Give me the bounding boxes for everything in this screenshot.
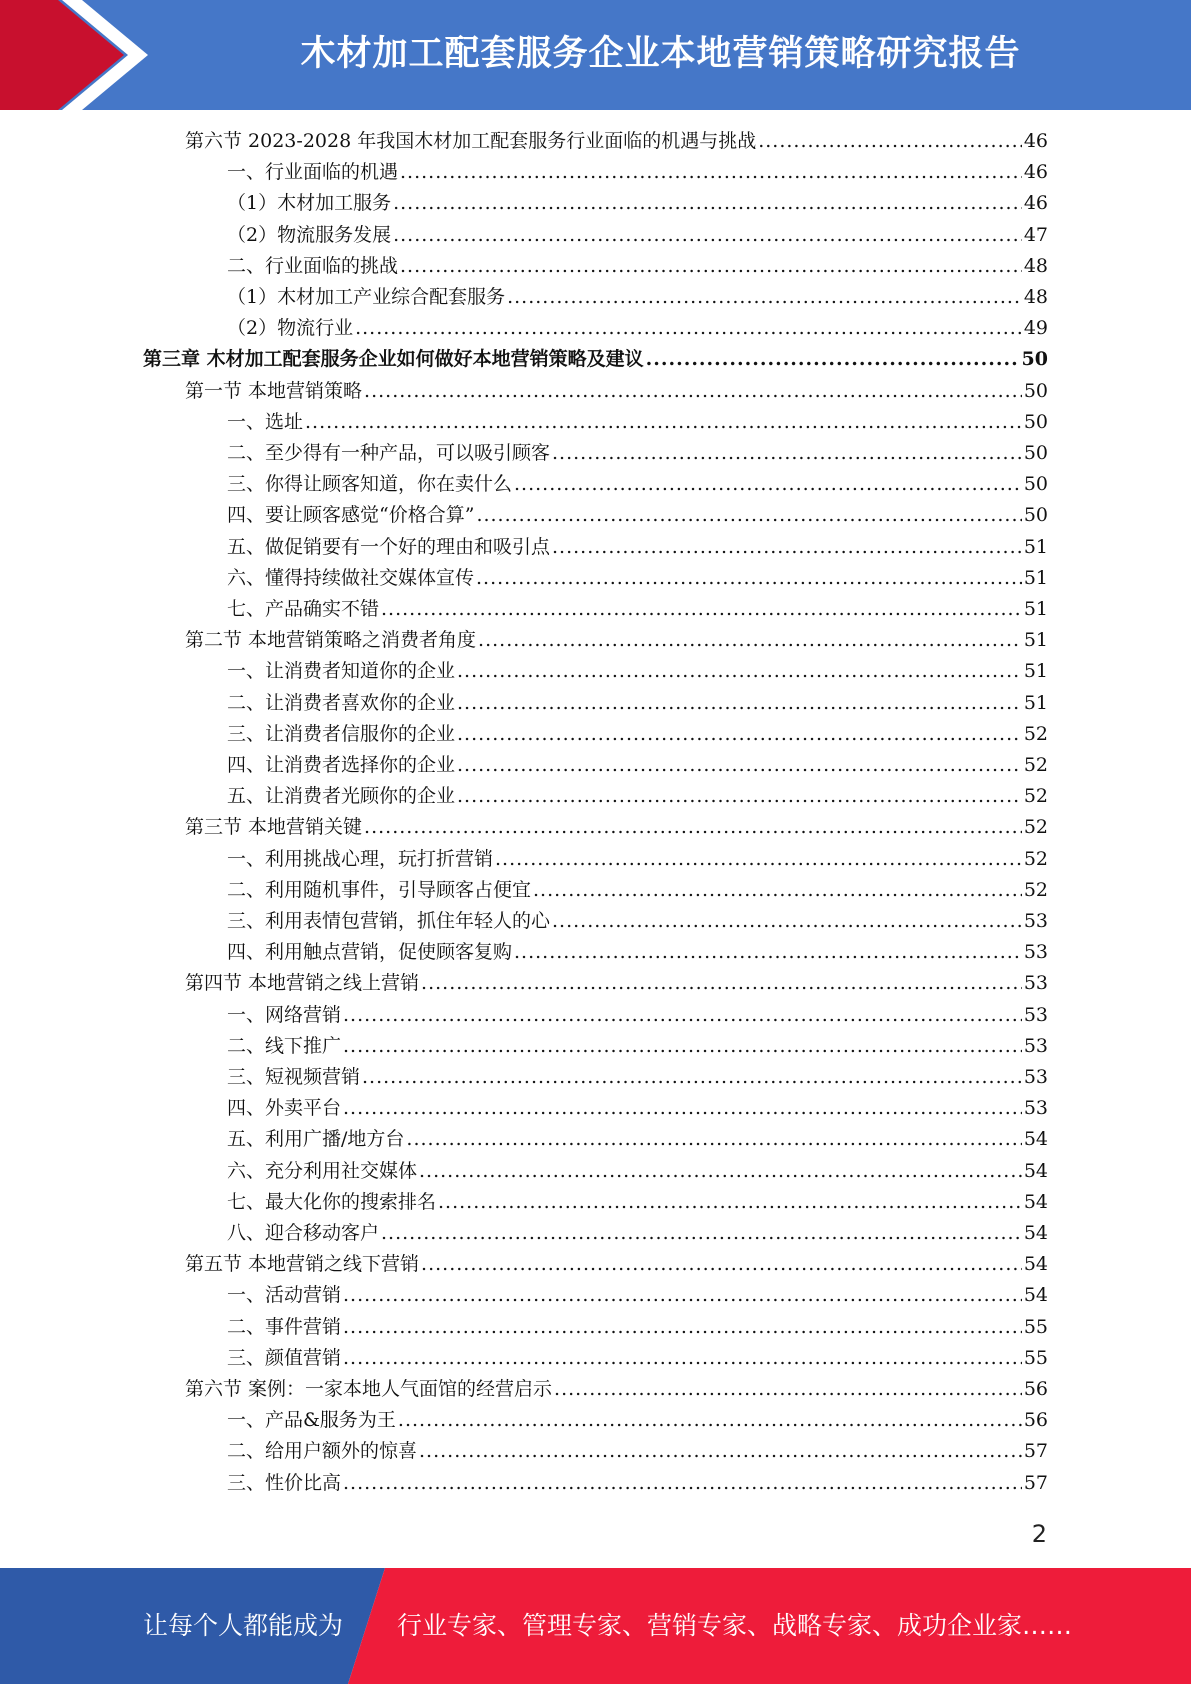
toc-entry[interactable] bbox=[227, 719, 1048, 750]
toc-entry-page: 51 bbox=[1023, 598, 1048, 620]
toc-entry-title: 一、选址 bbox=[227, 410, 304, 433]
toc-entry[interactable] bbox=[185, 968, 1048, 999]
toc-leader-dots bbox=[400, 157, 1022, 188]
toc-entry-page: 57 bbox=[1023, 1471, 1048, 1494]
toc-entry[interactable] bbox=[227, 1000, 1048, 1031]
toc-leader-dots bbox=[552, 532, 1022, 563]
toc-entry[interactable] bbox=[227, 844, 1048, 875]
toc-entry-title: 第一节 本地营销策略 bbox=[185, 379, 363, 402]
toc-entry-title: 三、短视频营销 bbox=[227, 1066, 361, 1088]
toc-entry-title: 三、让消费者信服你的企业 bbox=[227, 722, 456, 745]
toc-entry-title: 五、让消费者光顾你的企业 bbox=[227, 785, 456, 808]
toc-entry-page: 57 bbox=[1023, 1440, 1048, 1463]
toc-entry-page: 46 bbox=[1023, 192, 1048, 215]
toc-leader-dots bbox=[419, 1156, 1022, 1187]
toc-entry-title: 二、让消费者喜欢你的企业 bbox=[227, 691, 456, 714]
toc-leader-dots bbox=[393, 220, 1022, 251]
toc-entry-page: 48 bbox=[1023, 286, 1048, 308]
toc-entry[interactable] bbox=[227, 1062, 1048, 1093]
toc-leader-dots bbox=[514, 469, 1022, 500]
toc-entry[interactable] bbox=[227, 656, 1048, 687]
toc-entry[interactable] bbox=[185, 1249, 1048, 1280]
toc-entry-title: 四、利用触点营销，促使顾客复购 bbox=[227, 941, 513, 964]
toc-entry-title: 三、利用表情包营销，抓住年轻人的心 bbox=[227, 910, 551, 932]
toc-entry-title: 二、事件营销 bbox=[227, 1315, 342, 1338]
toc-entry[interactable] bbox=[227, 220, 1048, 251]
toc-leader-dots bbox=[421, 1249, 1022, 1280]
toc-leader-dots bbox=[438, 1187, 1022, 1218]
toc-leader-dots bbox=[393, 188, 1022, 219]
toc-entry-page: 53 bbox=[1023, 910, 1048, 932]
toc-entry-page: 53 bbox=[1023, 972, 1048, 995]
toc-leader-dots bbox=[533, 875, 1022, 906]
toc-entry-title: 第四节 本地营销之线上营销 bbox=[185, 972, 420, 995]
toc-entry-title: 七、产品确实不错 bbox=[227, 598, 380, 620]
footer-slogan-right: 行业专家、管理专家、营销专家、战略专家、成功企业家…… bbox=[397, 1611, 1073, 1640]
toc-entry-page: 54 bbox=[1023, 1159, 1048, 1182]
toc-entry[interactable] bbox=[227, 875, 1048, 906]
toc-entry-page: 46 bbox=[1023, 130, 1048, 152]
toc-leader-dots bbox=[457, 750, 1022, 781]
toc-entry-title: 一、让消费者知道你的企业 bbox=[227, 660, 456, 683]
toc-entry-page: 56 bbox=[1023, 1378, 1048, 1400]
toc-leader-dots bbox=[400, 251, 1022, 282]
toc-leader-dots bbox=[478, 625, 1022, 656]
toc-leader-dots bbox=[457, 781, 1022, 812]
toc-entry-title: 四、让消费者选择你的企业 bbox=[227, 754, 456, 776]
red-arrow-decoration bbox=[0, 0, 150, 110]
toc-entry[interactable] bbox=[227, 1343, 1048, 1374]
toc-leader-dots bbox=[457, 719, 1022, 750]
toc-entry-title: 一、行业面临的机遇 bbox=[227, 161, 399, 184]
toc-entry-page: 54 bbox=[1023, 1222, 1048, 1244]
toc-entry[interactable] bbox=[227, 500, 1048, 531]
toc-leader-dots bbox=[381, 1218, 1022, 1249]
toc-entry[interactable] bbox=[227, 532, 1048, 563]
toc-entry-page: 47 bbox=[1023, 223, 1048, 246]
toc-leader-dots bbox=[552, 438, 1022, 469]
toc-entry-title: 八、迎合移动客户 bbox=[227, 1222, 380, 1244]
toc-entry-title: 二、给用户额外的惊喜 bbox=[227, 1440, 418, 1463]
toc-entry-page: 50 bbox=[1023, 410, 1048, 433]
toc-entry[interactable] bbox=[227, 438, 1048, 469]
toc-leader-dots bbox=[457, 688, 1022, 719]
toc-leader-dots bbox=[343, 1468, 1022, 1499]
toc-entry-page: 51 bbox=[1023, 535, 1048, 558]
toc-entry-page: 54 bbox=[1023, 1284, 1048, 1307]
toc-entry[interactable] bbox=[227, 251, 1048, 282]
toc-entry-title: 一、利用挑战心理，玩打折营销 bbox=[227, 847, 494, 870]
toc-leader-dots bbox=[758, 126, 1022, 157]
toc-entry-page: 51 bbox=[1023, 691, 1048, 714]
toc-entry-title: 第三章 木材加工配套服务企业如何做好本地营销策略及建议 bbox=[143, 348, 644, 371]
toc-entry[interactable] bbox=[227, 1187, 1048, 1218]
toc-entry-page: 56 bbox=[1023, 1409, 1048, 1432]
toc-entry[interactable] bbox=[227, 1312, 1048, 1343]
toc-leader-dots bbox=[343, 1000, 1022, 1031]
toc-leader-dots bbox=[364, 812, 1022, 843]
toc-entry-page: 52 bbox=[1023, 816, 1048, 839]
toc-entry-title: 第二节 本地营销策略之消费者角度 bbox=[185, 629, 477, 652]
toc-entry[interactable] bbox=[227, 1031, 1048, 1062]
toc-entry-title: 一、网络营销 bbox=[227, 1003, 342, 1026]
toc-entry-title: 四、外卖平台 bbox=[227, 1097, 342, 1120]
toc-leader-dots bbox=[476, 563, 1022, 594]
toc-entry-page: 50 bbox=[1023, 473, 1048, 496]
toc-entry-title: （2）物流行业 bbox=[227, 317, 354, 340]
toc-entry[interactable] bbox=[185, 1374, 1048, 1405]
toc-entry[interactable] bbox=[185, 376, 1048, 407]
toc-entry[interactable] bbox=[227, 563, 1048, 594]
toc-entry-title: 二、线下推广 bbox=[227, 1034, 342, 1057]
toc-leader-dots bbox=[406, 1124, 1021, 1155]
toc-entry-title: 三、性价比高 bbox=[227, 1471, 342, 1494]
toc-leader-dots bbox=[646, 344, 1020, 375]
toc-entry-title: 一、活动营销 bbox=[227, 1284, 342, 1307]
toc-entry-page: 53 bbox=[1023, 1097, 1048, 1120]
toc-entry-page: 46 bbox=[1023, 161, 1048, 184]
toc-entry[interactable] bbox=[227, 1218, 1048, 1249]
toc-entry-title: （2）物流服务发展 bbox=[227, 223, 392, 246]
toc-entry-title: 六、懂得持续做社交媒体宣传 bbox=[227, 566, 475, 589]
toc-leader-dots bbox=[554, 1374, 1022, 1405]
toc-entry-page: 53 bbox=[1023, 1066, 1048, 1088]
toc-leader-dots bbox=[457, 656, 1022, 687]
toc-entry-page: 53 bbox=[1023, 1003, 1048, 1026]
toc-entry[interactable] bbox=[227, 937, 1048, 968]
toc-entry[interactable] bbox=[185, 625, 1048, 656]
toc-entry[interactable] bbox=[227, 1468, 1048, 1499]
toc-entry-title: 二、至少得有一种产品，可以吸引顾客 bbox=[227, 442, 551, 464]
toc-leader-dots bbox=[514, 937, 1022, 968]
toc-entry-page: 50 bbox=[1023, 442, 1048, 464]
toc-entry[interactable] bbox=[185, 812, 1048, 843]
toc-leader-dots bbox=[552, 906, 1022, 937]
toc-leader-dots bbox=[476, 500, 1021, 531]
toc-leader-dots bbox=[343, 1280, 1022, 1311]
toc-entry-title: 第六节 案例：一家本地人气面馆的经营启示 bbox=[185, 1378, 553, 1400]
toc-leader-dots bbox=[381, 594, 1022, 625]
toc-entry-page: 54 bbox=[1023, 1128, 1048, 1151]
toc-entry-page: 50 bbox=[1023, 504, 1048, 527]
toc-leader-dots bbox=[305, 407, 1022, 438]
toc-entry-page: 52 bbox=[1023, 722, 1048, 745]
toc-entry-title: 二、行业面临的挑战 bbox=[227, 254, 399, 277]
toc-leader-dots bbox=[355, 313, 1022, 344]
toc-entry[interactable] bbox=[227, 157, 1048, 188]
toc-entry[interactable] bbox=[227, 469, 1048, 500]
toc-entry[interactable] bbox=[227, 282, 1048, 313]
toc-entry-title: 七、最大化你的搜索排名 bbox=[227, 1190, 437, 1213]
toc-entry-page: 52 bbox=[1023, 878, 1048, 901]
toc-entry[interactable] bbox=[227, 1405, 1048, 1436]
toc-entry-page: 54 bbox=[1023, 1190, 1048, 1213]
toc-entry-page: 48 bbox=[1023, 254, 1048, 277]
toc-entry-page: 52 bbox=[1023, 847, 1048, 870]
toc-entry[interactable] bbox=[227, 1124, 1048, 1155]
toc-entry[interactable] bbox=[227, 750, 1048, 781]
toc-entry-page: 52 bbox=[1023, 754, 1048, 776]
toc-entry-title: 四、要让顾客感觉“价格合算” bbox=[227, 504, 475, 527]
toc-entry-page: 50 bbox=[1021, 348, 1048, 371]
toc-entry[interactable] bbox=[227, 313, 1048, 344]
toc-entry-title: 五、做促销要有一个好的理由和吸引点 bbox=[227, 535, 551, 558]
toc-leader-dots bbox=[343, 1093, 1022, 1124]
toc-entry-title: 三、你得让顾客知道，你在卖什么 bbox=[227, 473, 513, 496]
toc-leader-dots bbox=[362, 1062, 1022, 1093]
toc-entry[interactable] bbox=[227, 1093, 1048, 1124]
toc-leader-dots bbox=[398, 1405, 1022, 1436]
toc-entry[interactable] bbox=[227, 188, 1048, 219]
toc-leader-dots bbox=[364, 376, 1022, 407]
toc-leader-dots bbox=[343, 1312, 1022, 1343]
header-banner bbox=[0, 0, 1191, 110]
toc-entry-page: 52 bbox=[1023, 785, 1048, 808]
toc-entry-title: （1）木材加工服务 bbox=[227, 192, 392, 215]
toc-entry[interactable] bbox=[227, 594, 1048, 625]
toc-entry-title: 第五节 本地营销之线下营销 bbox=[185, 1253, 420, 1276]
toc-entry-title: 六、充分利用社交媒体 bbox=[227, 1159, 418, 1182]
toc-entry-title: 第三节 本地营销关键 bbox=[185, 816, 363, 839]
toc-leader-dots bbox=[343, 1343, 1022, 1374]
toc-entry-title: 第六节 2023-2028 年我国木材加工配套服务行业面临的机遇与挑战 bbox=[185, 130, 757, 152]
toc-leader-dots bbox=[343, 1031, 1022, 1062]
toc-entry[interactable] bbox=[185, 126, 1048, 157]
toc-entry[interactable] bbox=[227, 906, 1048, 937]
toc-entry[interactable] bbox=[227, 781, 1048, 812]
toc-leader-dots bbox=[507, 282, 1022, 313]
toc-entry-page: 50 bbox=[1023, 379, 1048, 402]
toc-entry-page: 54 bbox=[1023, 1253, 1048, 1276]
toc-entry-title: （1）木材加工产业综合配套服务 bbox=[227, 286, 506, 308]
toc-entry-title: 五、利用广播/地方台 bbox=[227, 1128, 405, 1151]
toc-entry-page: 55 bbox=[1023, 1315, 1048, 1338]
footer-slogan-left: 让每个人都能成为 bbox=[143, 1611, 344, 1640]
toc-entry-page: 55 bbox=[1023, 1346, 1048, 1369]
toc-leader-dots bbox=[495, 844, 1022, 875]
toc-entry[interactable] bbox=[227, 1436, 1048, 1467]
document-title: 木材加工配套服务企业本地营销策略研究报告 bbox=[300, 34, 1021, 74]
toc-entry-title: 三、颜值营销 bbox=[227, 1346, 342, 1369]
toc-leader-dots bbox=[421, 968, 1022, 999]
toc-entry[interactable] bbox=[143, 344, 1048, 375]
toc-leader-dots bbox=[419, 1436, 1022, 1467]
footer-banner bbox=[0, 1568, 1191, 1684]
toc-entry-title: 二、利用随机事件，引导顾客占便宜 bbox=[227, 878, 532, 901]
toc-entry-page: 51 bbox=[1023, 629, 1048, 652]
toc-entry[interactable] bbox=[227, 1156, 1048, 1187]
toc-entry-page: 51 bbox=[1023, 566, 1048, 589]
toc-entry[interactable] bbox=[227, 407, 1048, 438]
toc-entry[interactable] bbox=[227, 1280, 1048, 1311]
toc-entry-page: 53 bbox=[1023, 941, 1048, 964]
toc-entry-page: 49 bbox=[1023, 317, 1048, 340]
toc-entry-title: 一、产品&服务为王 bbox=[227, 1409, 396, 1432]
toc-entry-page: 53 bbox=[1023, 1034, 1048, 1057]
toc-entry-page: 51 bbox=[1023, 660, 1048, 683]
toc-entry[interactable] bbox=[227, 688, 1048, 719]
page-number: 2 bbox=[1031, 1520, 1047, 1548]
